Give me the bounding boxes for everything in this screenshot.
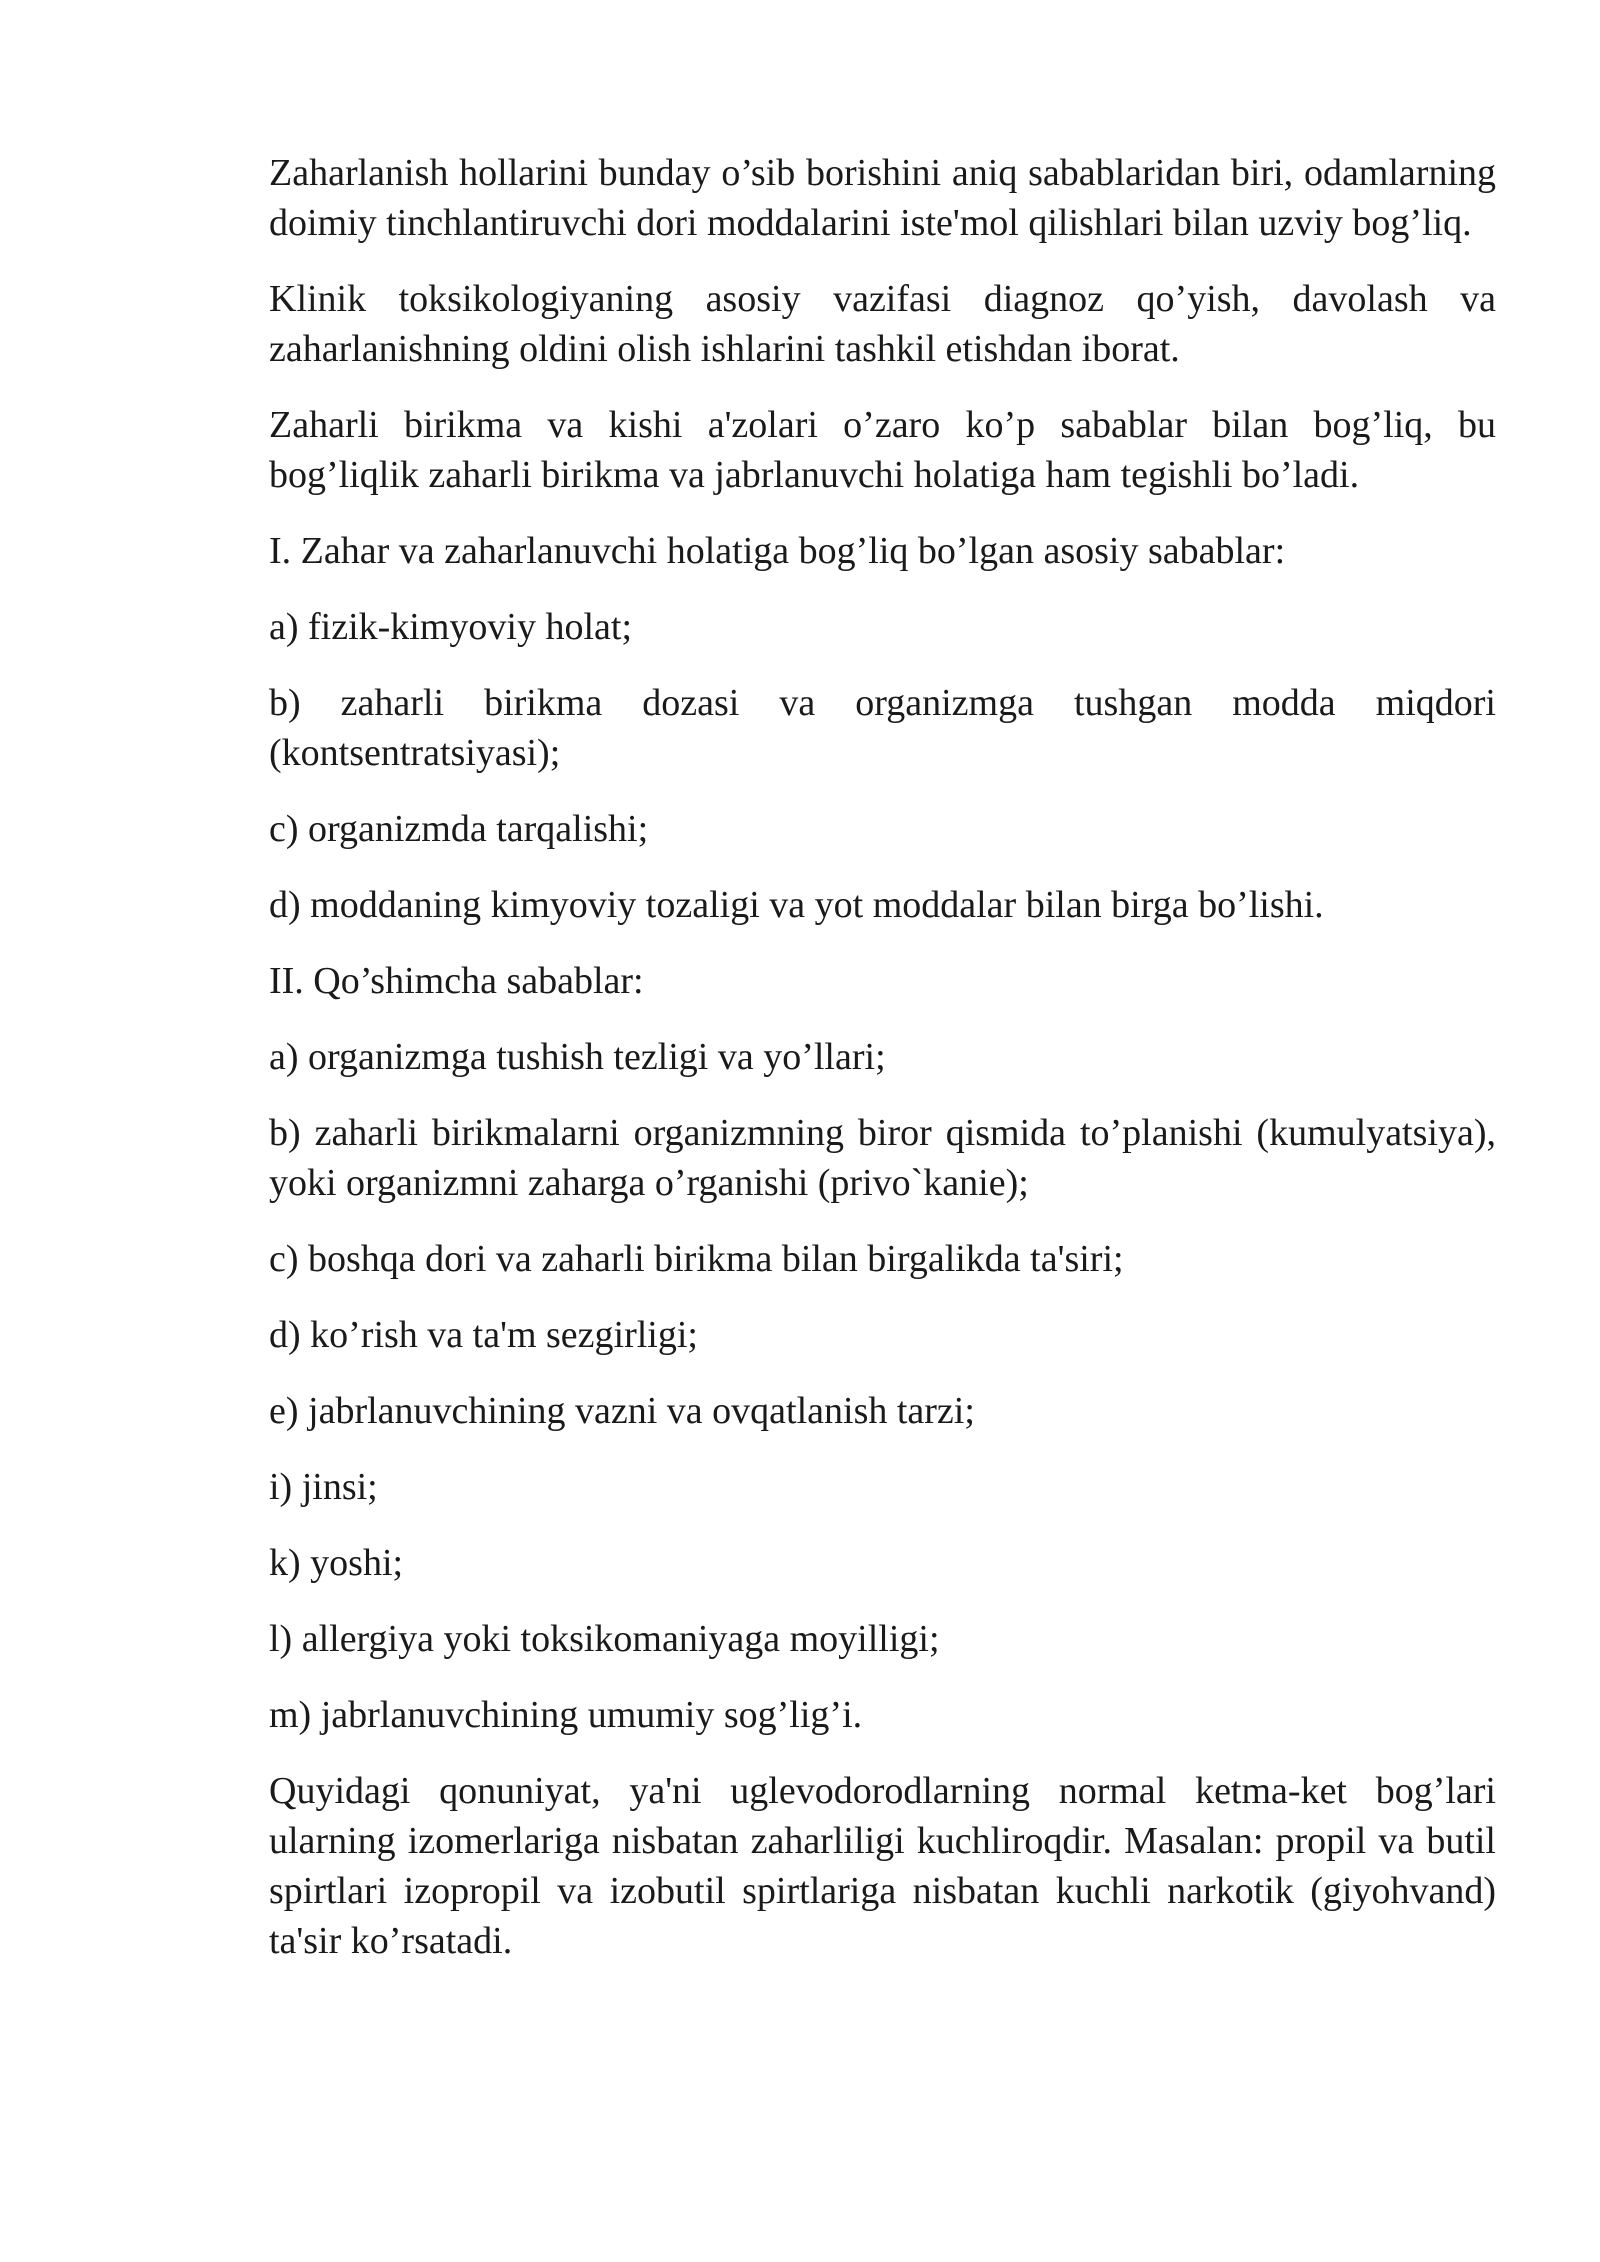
list-item: c) organizmda tarqalishi; <box>269 808 649 850</box>
paragraph-regularity: Quyidagi qonuniyat, ya'ni uglevodorodlarning normal ketma-ket bog’lari ularning izomerlariga nisbatan zaharliligi kuchliroqdir. Masalan: propil va butil spirtlari izopropil va izobutil spirtlariga nisbatan kuchli narkotik (giyohvand) ta'sir ko’rsatadi. <box>269 1770 1496 1962</box>
list-item: a) fizik-kimyoviy holat; <box>269 606 633 648</box>
list-item: c) boshqa dori va zaharli birikma bilan birgalikda ta'siri; <box>269 1238 1124 1280</box>
list-item: l) allergiya yoki toksikomaniyaga moyilligi; <box>269 1618 940 1660</box>
list-item: k) yoshi; <box>269 1542 404 1584</box>
list-item: e) jabrlanuvchining vazni va ovqatlanish tarzi; <box>269 1390 975 1432</box>
section-heading-main-causes: I. Zahar va zaharlanuvchi holatiga bog’liq bo’lgan asosiy sabablar: <box>269 530 1286 572</box>
list-item: b) zaharli birikmalarni organizmning biror qismida to’planishi (kumulyatsiya), yoki organizmni zaharga o’rganishi (privo`kanie); <box>269 1112 1496 1204</box>
list-item: b) zaharli birikma dozasi va organizmga tushgan modda miqdori (kontsentratsiyasi); <box>269 682 1496 774</box>
paragraph-relationship: Zaharli birikma va kishi a'zolari o’zaro ko’p sabablar bilan bog’liq, bu bog’liqlik zaharli birikma va jabrlanuvchi holatiga ham tegishli bo’ladi. <box>269 404 1496 496</box>
list-item: m) jabrlanuvchining umumiy sog’lig’i. <box>269 1694 863 1736</box>
list-item: d) moddaning kimyoviy tozaligi va yot moddalar bilan birga bo’lishi. <box>269 884 1324 926</box>
document-body <box>269 148 1496 1992</box>
paragraph-clinical-toxicology: Klinik toksikologiyaning asosiy vazifasi diagnoz qo’yish, davolash va zaharlanishning oldini olish ishlarini tashkil etishdan iborat. <box>269 278 1496 370</box>
list-item: i) jinsi; <box>269 1466 378 1508</box>
list-item: a) organizmga tushish tezligi va yo’llari; <box>269 1036 886 1078</box>
paragraph-intro: Zaharlanish hollarini bunday o’sib borishini aniq sabablaridan biri, odamlarning doimiy tinchlantiruvchi dori moddalarini iste'mol qilishlari bilan uzviy bog’liq. <box>269 152 1496 244</box>
section-heading-additional-causes: II. Qo’shimcha sabablar: <box>269 960 644 1002</box>
list-item: d) ko’rish va ta'm sezgirligi; <box>269 1314 698 1356</box>
